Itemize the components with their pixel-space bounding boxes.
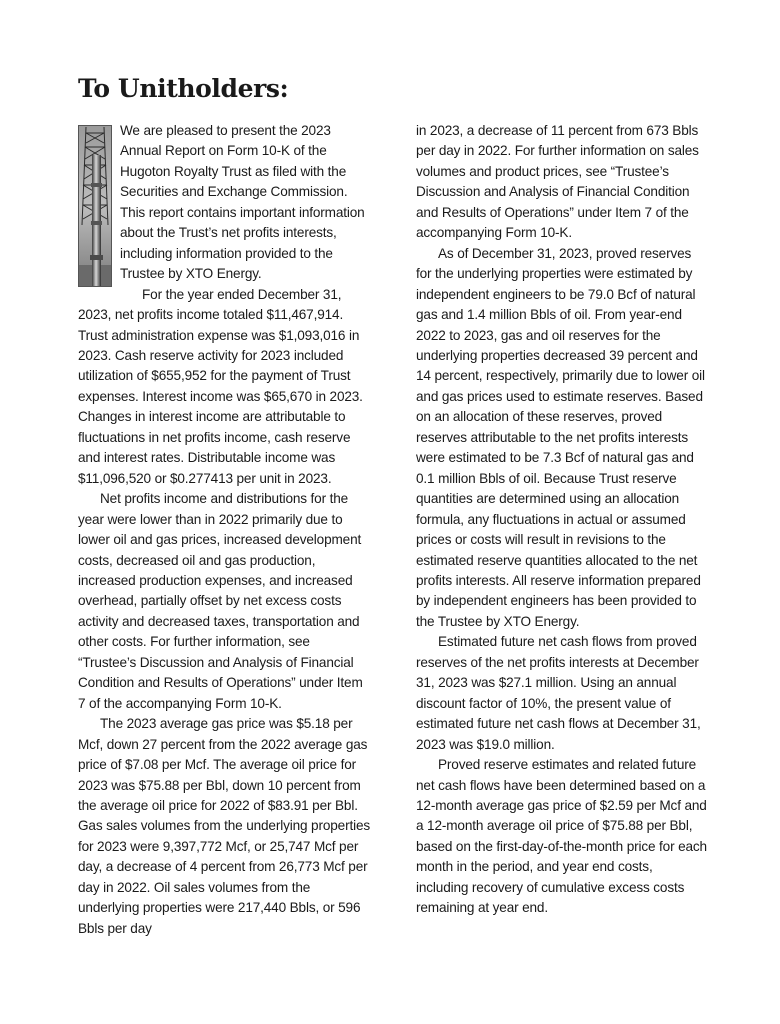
distributions-paragraph: Net profits income and distributions for the year were lower than in 2022 primarily due to lower oil and gas prices, increased development costs, decreased oil and gas production, increased production expenses, and increased overhead, partially offset by net excess costs activity and decreased taxes, transportation and other costs. For further information, see “Trustee’s Discussion and Analysis of Financial Condition and Results of Operations” under Item 7 of the accompanying Form 10-K. bbox=[78, 491, 363, 711]
right-text-column bbox=[416, 121, 708, 919]
page-title: To Unitholders: bbox=[78, 74, 289, 103]
proved-reserves-paragraph: As of December 31, 2023, proved reserves for the underlying properties were estimated by independent engineers to be 79.0 Bcf of natural gas and 1.4 million Bbls of oil. From year-end 2022 to 2023, gas and oil reserves for the underlying properties decreased 39 percent and 14 percent, respectively, primarily due to lower oil and gas prices used to estimate reserves. Based on an allocation of these reserves, proved reserves attributable to the net profits interests were estimated to be 7.3 Bcf of natural gas and 0.1 million Bbls of oil. Because Trust reserve quantities are determined using an allocation formula, any fluctuations in actual or assumed prices or costs will result in revisions to the estimated reserve quantities allocated to the net profits interests. All reserve information prepared by independent engineers has been provided to the Trustee by XTO Energy. bbox=[416, 245, 705, 629]
reserve-estimates-paragraph: Proved reserve estimates and related future net cash flows have been determined based on a 12-month average gas price of $2.59 per Mcf and a 12-month average oil price of $75.88 per Bbl, based on the first-day-of-the-month price for each month in the period, and year end costs, including recovery of cumulative excess costs remaining at year end. bbox=[416, 757, 707, 916]
net-profits-paragraph: For the year ended December 31, 2023, net profits income totaled $11,467,914. Trust administration expense was $1,093,016 in 2023. Cash reserve activity for 2023 included utilization of $655,952 for the payment of Trust expenses. Interest income was $65,670 in 2023. Changes in interest income are attributable to fluctuations in net profits income, cash reserve and interest rates. Distributable income was $11,096,520 or $0.277413 per unit in 2023. bbox=[78, 286, 363, 486]
volumes-continued-paragraph: in 2023, a decrease of 11 percent from 673 Bbls per day in 2022. For further information on sales volumes and product prices, see “Trustee’s Discussion and Analysis of Financial Condition and Results of Operations” under Item 7 of the accompanying Form 10-K. bbox=[416, 123, 699, 241]
drilling-rig-photo bbox=[78, 125, 112, 287]
prices-volumes-paragraph: The 2023 average gas price was $5.18 per Mcf, down 27 percent from the 2022 average gas price of $7.08 per Mcf. The average oil price for 2023 was $75.88 per Bbl, down 10 percent from the average oil price for 2022 of $83.91 per Bbl. Gas sales volumes from the underlying properties for 2023 were 9,397,772 Mcf, or 25,747 Mcf per day, a decrease of 4 percent from 26,773 Mcf per day in 2022. Oil sales volumes from the underlying properties were 217,440 Bbls, or 596 Bbls per day bbox=[78, 716, 371, 936]
intro-paragraph: We are pleased to present the 2023 Annual Report on Form 10-K of the Hugoton Royalty Trust as filed with the Securities and Exchange Commission. This report contains important information about the Trust’s net profits interests, including information provided to the Trustee by XTO Energy. bbox=[120, 123, 365, 282]
future-cash-flows-paragraph: Estimated future net cash flows from proved reserves of the net profits interests at December 31, 2023 was $27.1 million. Using an annual discount factor of 10%, the present value of estimated future net cash flows at December 31, 2023 was $19.0 million. bbox=[416, 634, 701, 752]
left-text-column bbox=[78, 121, 370, 939]
